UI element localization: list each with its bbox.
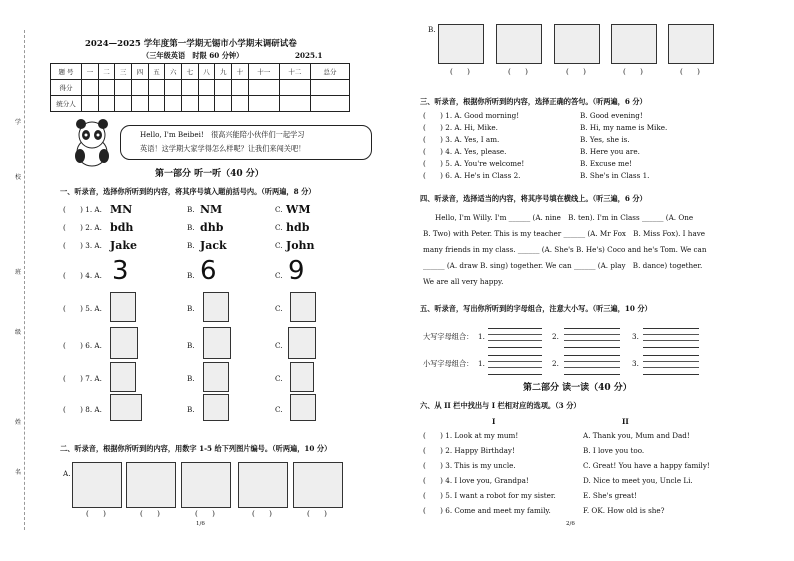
q6-col2-header: II — [622, 417, 629, 426]
q1-item-a: Jake — [110, 239, 137, 252]
exam-subtitle: （三年级英语 时限 60 分钟） — [142, 51, 244, 60]
q6-item-right: B. I love you too. — [583, 446, 645, 455]
option-c-label: C. — [275, 241, 283, 250]
q1-item-b: dhb — [200, 221, 224, 234]
b-label: B. — [428, 25, 436, 34]
score-cell[interactable] — [148, 80, 165, 96]
score-cell[interactable] — [182, 80, 199, 96]
person-picture-icon — [203, 292, 229, 322]
q5-lower-label: 小写字母组合： — [423, 359, 474, 368]
score-cell[interactable] — [279, 96, 310, 112]
writing-lines[interactable] — [564, 328, 620, 348]
car-picture-icon — [496, 24, 542, 64]
q6-item-left: ( ) 6. Come and meet my family. — [423, 506, 551, 515]
part2-title: 第二部分 读一读（40 分） — [523, 383, 632, 393]
side-mark: 学 — [15, 119, 22, 126]
score-header-cell: 题 号 — [51, 64, 82, 80]
bubble-line-1: Hello, I'm Beibei! 很高兴能陪小伙伴们一起学习 — [140, 130, 305, 139]
score-cell[interactable] — [98, 80, 115, 96]
score-cell[interactable] — [215, 80, 232, 96]
q2-title: 二、听录音，根据你所听到的内容，用数字 1-5 给下列图片编号。（听两遍，10 分） — [60, 444, 332, 453]
option-c-label: C. — [275, 405, 283, 414]
score-cell[interactable] — [165, 96, 182, 112]
score-table — [50, 63, 350, 112]
q3-item-left: ( ) 4. A. Yes, please. — [423, 147, 507, 156]
scene-picture-icon — [72, 462, 122, 508]
score-header-cell: 六 — [165, 64, 182, 80]
q6-item-left: ( ) 2. Happy Birthday! — [423, 446, 515, 455]
q6-title: 六、从 II 栏中找出与 I 栏相对应的选项。（3 分） — [420, 401, 581, 410]
option-c-label: C. — [275, 341, 283, 350]
toy-picture-icon — [110, 362, 136, 392]
score-cell[interactable] — [248, 80, 279, 96]
q6-item-right: C. Great! You have a happy family! — [583, 461, 710, 470]
q6-item-right: A. Thank you, Mum and Dad! — [583, 431, 690, 440]
scene-picture-icon — [293, 462, 343, 508]
q3-item-left: ( ) 3. A. Yes, I am. — [423, 135, 500, 144]
scene-picture-icon — [126, 462, 176, 508]
score-cell[interactable] — [82, 96, 99, 112]
q4-line: many friends in my class. ______ (A. She's B. He's) Coco and he's Tom. We can — [423, 245, 707, 254]
score-header-cell: 十一 — [248, 64, 279, 80]
q1-item-c: 9 — [288, 256, 305, 286]
q6-item-right: E. She's great! — [583, 491, 637, 500]
q3-item-left: ( ) 1. A. Good morning! — [423, 111, 520, 120]
writing-lines[interactable] — [643, 328, 699, 348]
answer-blank[interactable]: ( ) — [450, 67, 470, 76]
option-c-label: C. — [275, 205, 283, 214]
q6-item-left: ( ) 4. I love you, Grandpa! — [423, 476, 529, 485]
answer-blank[interactable]: ( ) — [566, 67, 586, 76]
score-header-cell: 三 — [115, 64, 132, 80]
option-c-label: C. — [275, 223, 283, 232]
side-mark: 名 — [15, 469, 22, 476]
q5-upper-label: 大写字母组合： — [423, 332, 474, 341]
q6-col1-header: I — [492, 417, 496, 426]
q5-title: 五、听录音，写出你所听到的字母组合，注意大小写。（听三遍，10 分） — [420, 304, 652, 313]
q1-item-c: WM — [286, 203, 311, 216]
score-cell[interactable] — [98, 96, 115, 112]
q1-item-num: ( ) 3. A. — [63, 241, 102, 250]
q3-item-right: B. Good evening! — [580, 111, 643, 120]
score-table-row — [51, 80, 350, 96]
score-row-label: 统分人 — [51, 96, 82, 112]
scene-picture-icon — [181, 462, 231, 508]
person-picture-icon — [203, 394, 229, 421]
score-row-label: 得分 — [51, 80, 82, 96]
option-b-label: B. — [187, 271, 195, 280]
score-header-cell: 二 — [98, 64, 115, 80]
score-header-cell: 十 — [232, 64, 249, 80]
q1-item-num: ( ) 5. A. — [63, 304, 102, 313]
score-header-cell: 四 — [132, 64, 149, 80]
score-cell[interactable] — [115, 80, 132, 96]
option-c-label: C. — [275, 304, 283, 313]
q6-item-left: ( ) 5. I want a robot for my sister. — [423, 491, 556, 500]
q5-num: 3. — [632, 332, 639, 341]
option-b-label: B. — [187, 405, 195, 414]
q1-item-b: Jack — [200, 239, 227, 252]
exam-date: 2025.1 — [295, 51, 323, 60]
q1-item-b: NM — [200, 203, 223, 216]
q1-item-num: ( ) 6. A. — [63, 341, 102, 350]
score-cell[interactable] — [311, 80, 350, 96]
score-header-cell: 总分 — [311, 64, 350, 80]
q3-item-left: ( ) 2. A. Hi, Mike. — [423, 123, 498, 132]
score-header-cell: 九 — [215, 64, 232, 80]
q1-item-c: hdb — [286, 221, 310, 234]
option-b-label: B. — [187, 304, 195, 313]
page-number: 2/6 — [566, 521, 575, 527]
toys-picture-icon — [554, 24, 600, 64]
score-header-cell: 十二 — [279, 64, 310, 80]
writing-lines[interactable] — [643, 355, 699, 375]
person-picture-icon — [288, 327, 316, 359]
easel-picture-icon — [290, 394, 316, 421]
person-picture-icon — [110, 327, 138, 359]
panda-mascot-icon — [70, 118, 114, 168]
q4-line: B. Two) with Peter. This is my teacher ______ (A. Mr Fox B. Miss Fox). I have — [423, 229, 706, 238]
q4-line: We are all very happy. — [423, 277, 504, 286]
binding-line — [24, 30, 25, 530]
option-b-label: B. — [187, 341, 195, 350]
score-cell[interactable] — [182, 96, 199, 112]
side-mark: 班 — [15, 269, 22, 276]
q5-num: 3. — [632, 359, 639, 368]
q4-line: Hello, I'm Willy. I'm ______ (A. nine B. ten). I'm in Class ______ (A. One — [435, 213, 694, 222]
score-cell[interactable] — [232, 96, 249, 112]
option-b-label: B. — [187, 241, 195, 250]
score-cell[interactable] — [215, 96, 232, 112]
q3-item-right: B. Yes, she is. — [580, 135, 630, 144]
q3-item-right: B. Hi, my name is Mike. — [580, 123, 668, 132]
score-cell[interactable] — [82, 80, 99, 96]
score-cell[interactable] — [132, 96, 149, 112]
q1-item-num: ( ) 7. A. — [63, 374, 102, 383]
score-header-cell: 五 — [148, 64, 165, 80]
q1-item-b: 6 — [200, 256, 217, 286]
q5-num: 1. — [478, 359, 485, 368]
q2-label: A. — [63, 469, 71, 478]
score-cell[interactable] — [248, 96, 279, 112]
score-cell[interactable] — [148, 96, 165, 112]
q1-title: 一、听录音，选择你所听到的内容，将其序号填入题前括号内。（听两遍，8 分） — [60, 187, 316, 196]
option-b-label: B. — [187, 374, 195, 383]
q3-item-left: ( ) 5. A. You're welcome! — [423, 159, 525, 168]
score-header-cell: 一 — [82, 64, 99, 80]
scene-picture-icon — [238, 462, 288, 508]
person-picture-icon — [110, 292, 136, 322]
writing-lines[interactable] — [488, 355, 542, 375]
q3-title: 三、听录音，根据你所听到的内容，选择正确的答句。（听两遍，6 分） — [420, 97, 647, 106]
robot-picture-icon — [290, 362, 314, 392]
q6-item-right: F. OK. How old is she? — [583, 506, 665, 515]
q1-item-a: bdh — [110, 221, 134, 234]
score-table-header-row — [51, 64, 350, 80]
q1-item-num: ( ) 2. A. — [63, 223, 102, 232]
answer-blank[interactable]: ( ) — [86, 509, 106, 518]
q3-item-right: B. She's in Class 1. — [580, 171, 650, 180]
option-b-label: B. — [187, 205, 195, 214]
person-picture-icon — [203, 327, 231, 359]
score-cell[interactable] — [132, 80, 149, 96]
q4-title: 四、听录音，选择适当的内容，将其序号填在横线上。（听三遍，6 分） — [420, 194, 647, 203]
q3-item-right: B. Excuse me! — [580, 159, 632, 168]
panda-picture-icon — [203, 362, 229, 392]
q1-item-num: ( ) 8. A. — [63, 405, 102, 414]
score-cell[interactable] — [198, 96, 215, 112]
score-cell[interactable] — [198, 80, 215, 96]
page-number: 1/6 — [196, 521, 205, 527]
part1-title: 第一部分 听一听（40 分） — [155, 169, 264, 179]
answer-blank[interactable]: ( ) — [307, 509, 327, 518]
score-cell[interactable] — [115, 96, 132, 112]
score-cell[interactable] — [232, 80, 249, 96]
person-picture-icon — [290, 292, 316, 322]
score-cell[interactable] — [311, 96, 350, 112]
q6-item-right: D. Nice to meet you, Uncle Li. — [583, 476, 693, 485]
pig-picture-icon — [438, 24, 484, 64]
score-cell[interactable] — [279, 80, 310, 96]
q6-item-left: ( ) 3. This is my uncle. — [423, 461, 516, 470]
q1-item-num: ( ) 4. A. — [63, 271, 102, 280]
answer-blank[interactable]: ( ) — [140, 509, 160, 518]
q3-item-right: B. Here you are. — [580, 147, 640, 156]
side-mark: 校 — [15, 174, 22, 181]
answer-blank[interactable]: ( ) — [623, 67, 643, 76]
bubble-line-2: 英语！这学期大家学得怎么样呢？让我们来闯关吧！ — [140, 144, 306, 153]
side-mark: 姓 — [15, 419, 22, 426]
option-c-label: C. — [275, 271, 283, 280]
q1-item-a: 3 — [112, 256, 129, 286]
score-cell[interactable] — [165, 80, 182, 96]
writing-lines[interactable] — [564, 355, 620, 375]
score-table-row — [51, 96, 350, 112]
side-mark: 级 — [15, 329, 22, 336]
q5-num: 2. — [552, 332, 559, 341]
q1-item-c: John — [286, 239, 315, 252]
exam-title: 2024—2025 学年度第一学期无锡市小学期末调研试卷 — [85, 39, 297, 49]
answer-blank[interactable]: ( ) — [508, 67, 528, 76]
q1-item-num: ( ) 1. A. — [63, 205, 102, 214]
writing-lines[interactable] — [488, 328, 542, 348]
option-b-label: B. — [187, 223, 195, 232]
score-header-cell: 七 — [182, 64, 199, 80]
score-header-cell: 八 — [198, 64, 215, 80]
q1-item-a: MN — [110, 203, 133, 216]
q3-item-left: ( ) 6. A. He's in Class 2. — [423, 171, 521, 180]
q5-num: 2. — [552, 359, 559, 368]
answer-blank[interactable]: ( ) — [252, 509, 272, 518]
q5-num: 1. — [478, 332, 485, 341]
answer-blank[interactable]: ( ) — [195, 509, 215, 518]
option-c-label: C. — [275, 374, 283, 383]
kite-picture-icon — [611, 24, 657, 64]
ball-picture-icon — [668, 24, 714, 64]
answer-blank[interactable]: ( ) — [680, 67, 700, 76]
q4-line: ______ (A. draw B. sing) together. We can ______ (A. play B. dance) together. — [423, 261, 703, 270]
cake-picture-icon — [110, 394, 142, 421]
q6-item-left: ( ) 1. Look at my mum! — [423, 431, 519, 440]
